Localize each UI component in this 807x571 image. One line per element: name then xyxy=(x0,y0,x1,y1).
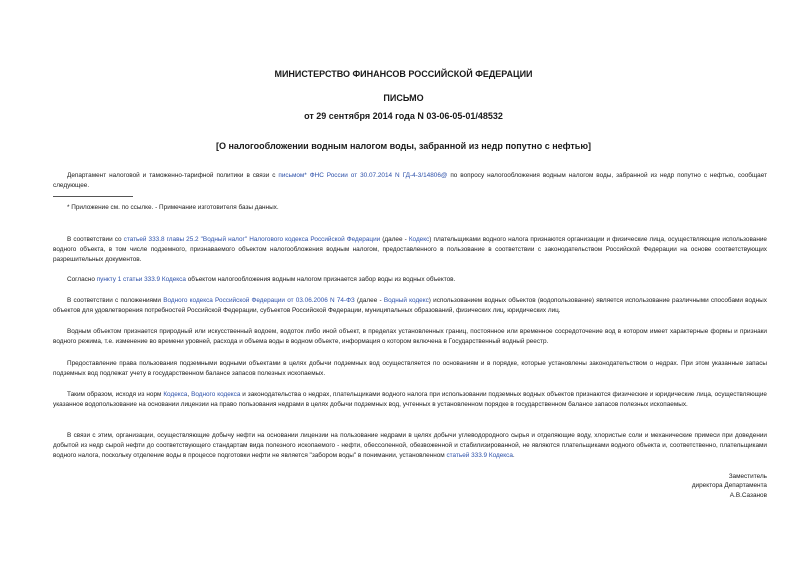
text-run: . xyxy=(512,452,515,459)
text-run: и законодательства о недрах, плательщиками водного налога при использовании подземных водных объектов признаются физические и юридические лица, осуществляющие указанное водопользование на основании лицензии на право пользования недрами в целях добычи подземных вод, учтенных в установленном порядке в государственном балансе запасов полезных ископаемых. xyxy=(53,391,767,408)
paragraph-water-code xyxy=(53,296,767,316)
link-article-333-9[interactable]: статьей 333.9 Кодекса xyxy=(446,452,513,459)
text-run: В связи с этим, организации, осуществляющие добычу нефти на основании лицензии на пользование недрами в целях добычи углеводородного сырья и отделяющие воду, хлористые соли и механические примеси при доведении добытой из недр сырой нефти до соответствующего стандартам вида полезного ископаемого - нефти, обессоленной, обезвоженной и стабилизированной, не являются плательщиками водного объекта и, соответственно, плательщиками водного налога, поскольку отделение воды в процессе подготовки нефти не является "забором воды" в понимании, установленном xyxy=(53,432,767,459)
text-run: Водным объектом признается природный или искусственный водоем, водоток либо иной объект, в пределах установленных границ, постоянное или временное сосредоточение вод в котором имеет характерные формы и признаки водного режима, т.е. изменение во времени уровней, расхода и объема воды в водном объекте, информация о котором включена в Государственный водный реестр. xyxy=(53,328,767,345)
text-run: Таким образом, исходя из норм xyxy=(67,391,164,398)
paragraph-tax-code xyxy=(53,235,767,265)
text-run: ) плательщиками водного налога признаются организации и физические лица, осуществляющие использование водного объекта, в том числе подземного, признаваемого объектом налогообложения водным налогом, предоставленного в пользование в соответствии с законодательством Российской Федерации на основе соответствующих разрешительных документов. xyxy=(53,236,767,263)
text-run: (далее - xyxy=(354,297,384,304)
text-run: Предоставление права пользования подземными водными объектами в целях добычи подземных вод осуществляется по основаниям и в порядке, которые установлены законодательством о недрах. При этом указанные запасы подземных вод подлежат учету в государственном балансе запасов полезных ископаемых. xyxy=(53,360,767,377)
text-run: ) использованием водных объектов (водопользование) является использование различными способами водных объектов для удовлетворения потребностей Российской Федерации, субъектов Российской Федерации, муниципальных образований, физических лиц, юридических лиц. xyxy=(53,297,767,314)
link-water-code-2[interactable]: Водного кодекса xyxy=(191,391,241,398)
signature-title-2: директора Департамента xyxy=(691,482,767,489)
text-run: Департамент налоговой и таможенно-тарифной политики в связи с xyxy=(67,172,279,179)
link-fns-letter[interactable]: письмом* ФНС России от 30.07.2014 N ГД-4-3/14806@ xyxy=(278,172,448,179)
paragraph-oil-organizations xyxy=(53,431,767,461)
footnote-divider xyxy=(53,196,133,197)
document-type-heading: ПИСЬМО xyxy=(383,93,424,103)
subject-heading: [О налогообложении водным налогом воды, забранной из недр попутно с нефтью] xyxy=(215,141,592,151)
paragraph-object-taxation xyxy=(53,275,767,285)
link-code-2[interactable]: Кодекса xyxy=(163,391,188,398)
paragraph-conclusion xyxy=(53,390,767,410)
link-article-333-8[interactable]: статьей 333.8 главы 25.2 "Водный налог" Налогового кодекса Российской Федерации xyxy=(123,236,381,243)
text-run: В соответствии со xyxy=(67,236,124,243)
paragraph-underground-rights xyxy=(53,359,767,379)
link-code[interactable]: Кодекс xyxy=(408,236,430,243)
text-run: по вопросу налогообложения водным налогом воды, забранной из недр попутно с нефтью, сообщает следующее. xyxy=(53,172,768,189)
signature-title-1: Заместитель xyxy=(728,473,767,480)
signature-name: А.В.Сазанов xyxy=(729,492,767,499)
link-article-333-9-p1[interactable]: пункту 1 статьи 333.9 Кодекса xyxy=(96,276,186,283)
paragraph-water-object xyxy=(53,327,767,347)
footnote: * Приложение см. по ссылке. - Примечание изготовителя базы данных. xyxy=(67,204,279,211)
link-water-code[interactable]: Водный кодекс xyxy=(383,297,429,304)
link-water-code-law[interactable]: Водного кодекса Российской Федерации от 03.06.2006 N 74-ФЗ xyxy=(163,297,355,304)
text-run: (далее - xyxy=(380,236,409,243)
date-number-heading: от 29 сентября 2014 года N 03-06-05-01/48532 xyxy=(304,111,503,121)
ministry-heading: МИНИСТЕРСТВО ФИНАНСОВ РОССИЙСКОЙ ФЕДЕРАЦИИ xyxy=(274,69,533,79)
text-run: , xyxy=(187,391,192,398)
text-run: объектом налогообложения водным налогом признается забор воды из водных объектов. xyxy=(185,276,456,283)
text-run: Согласно xyxy=(67,276,97,283)
paragraph-intro xyxy=(53,171,767,191)
text-run: В соответствии с положениями xyxy=(67,297,164,304)
